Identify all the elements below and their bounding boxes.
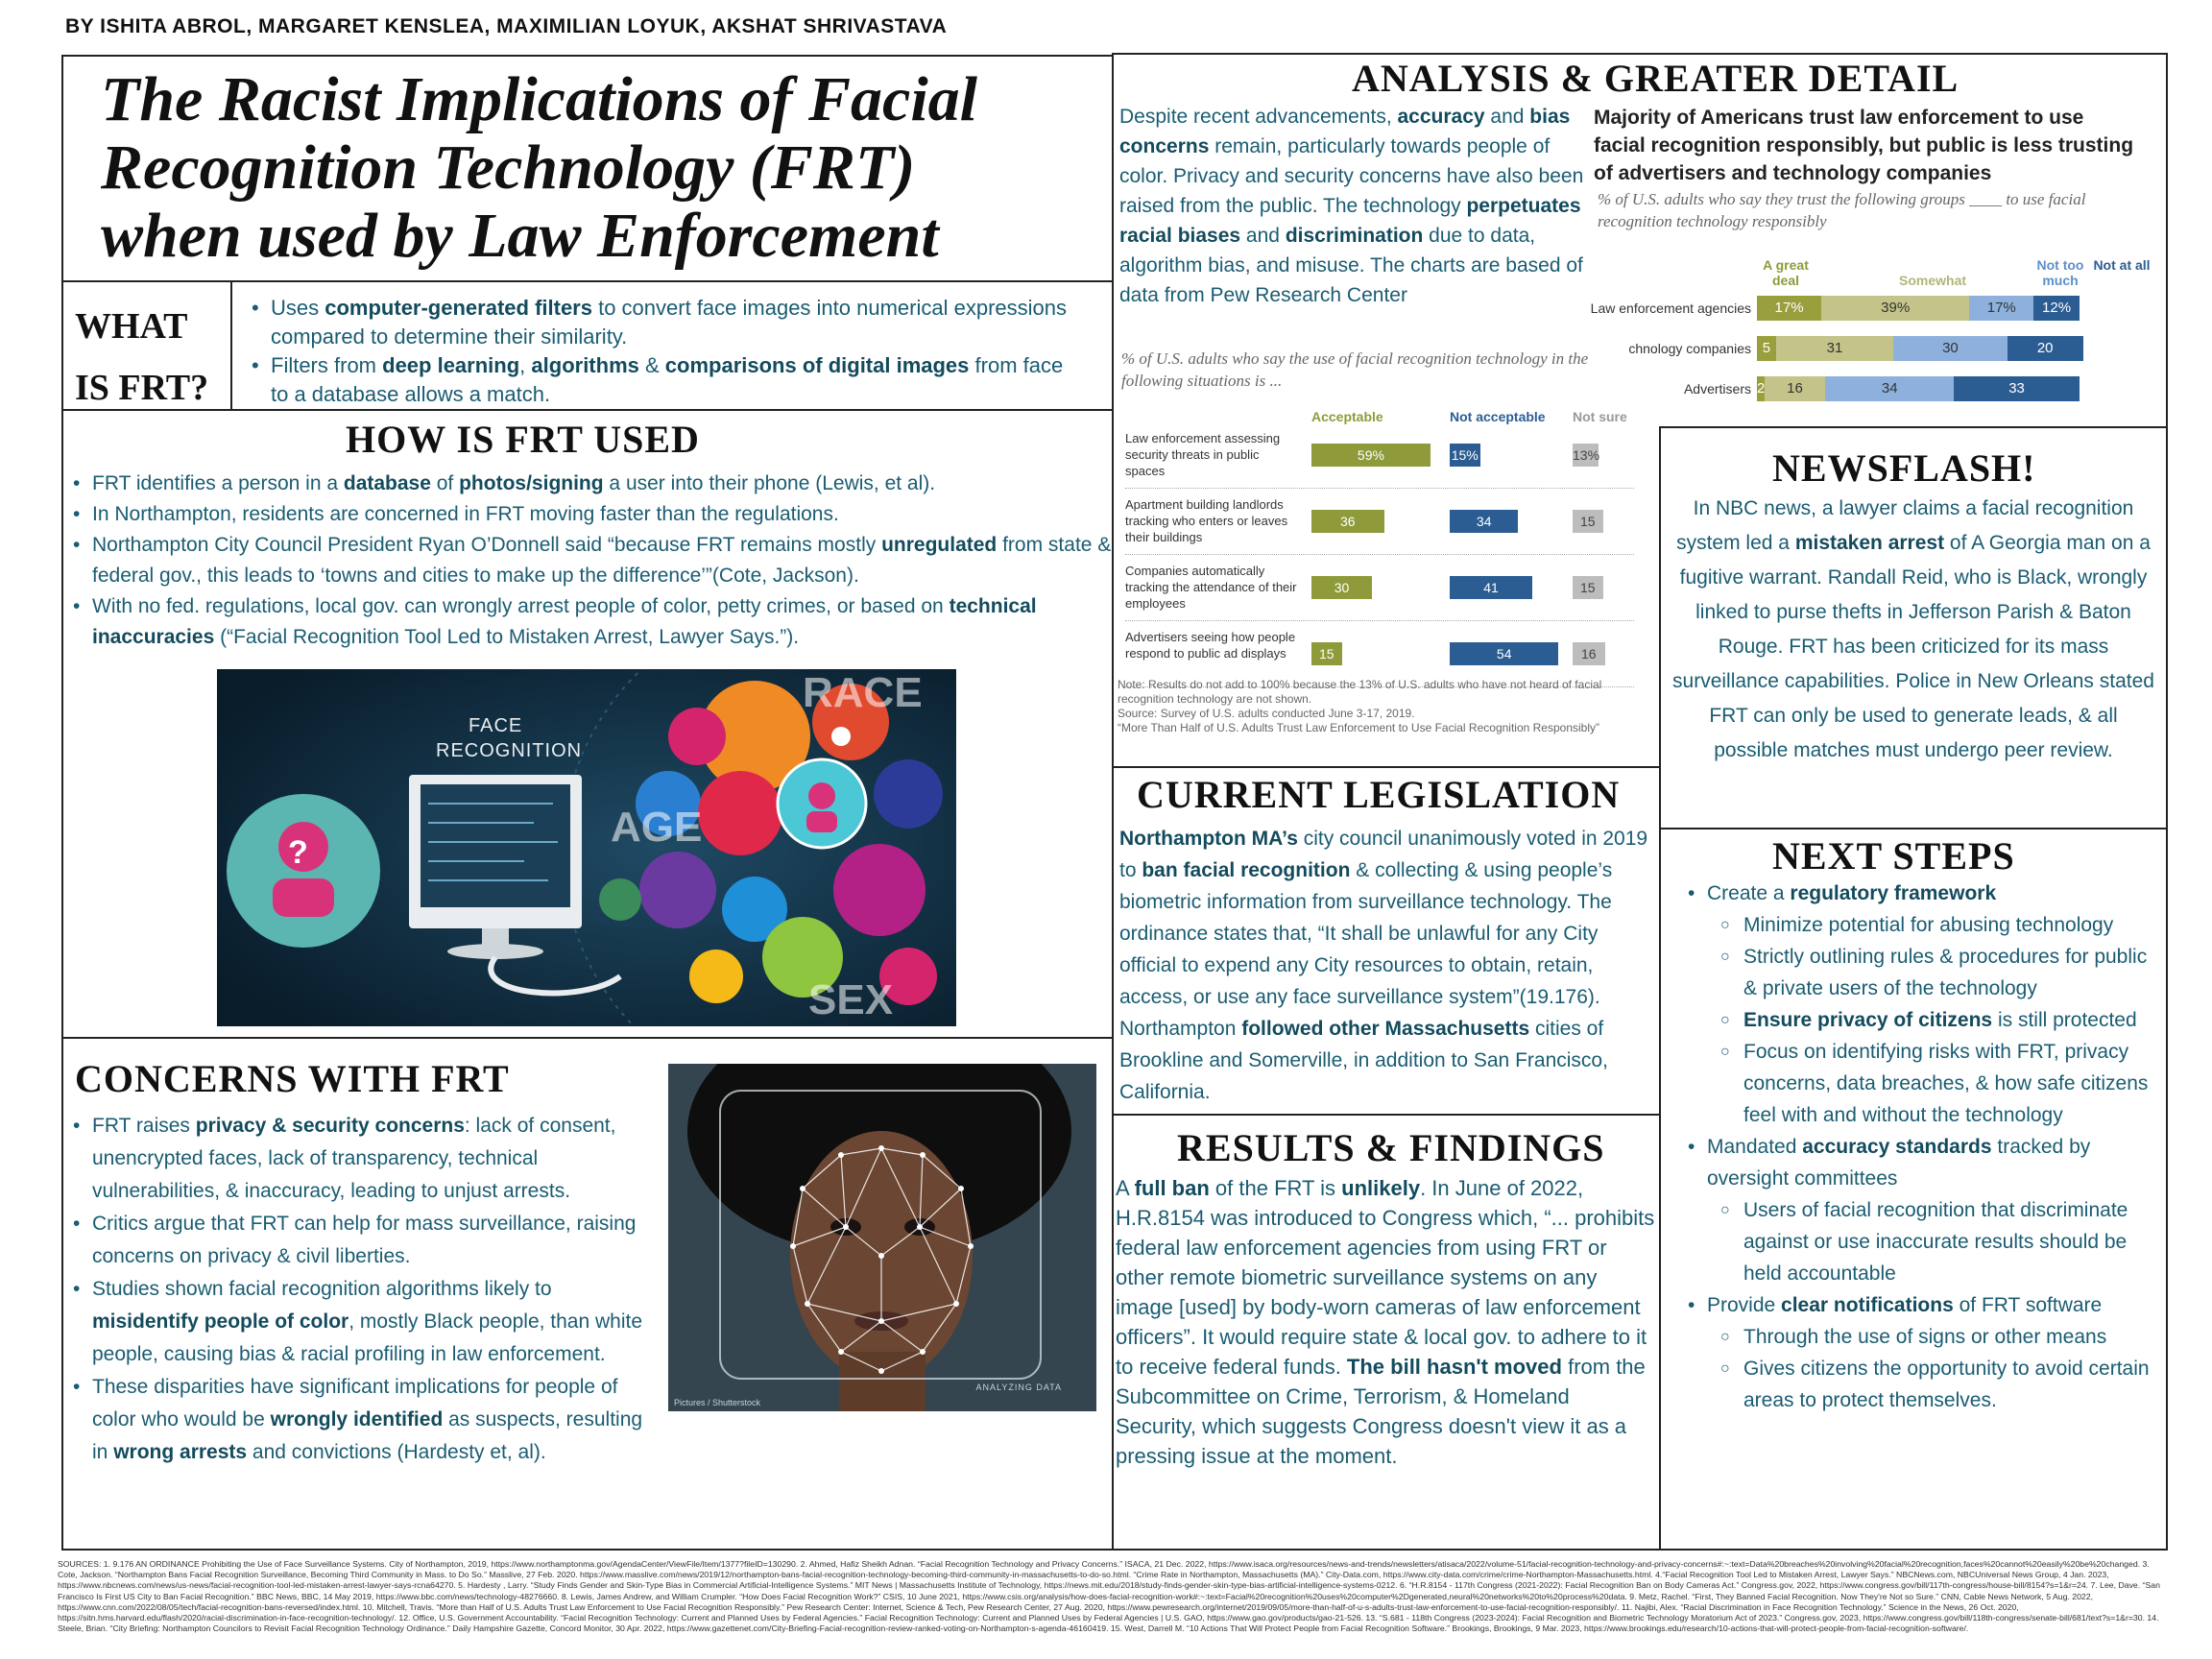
bar-acceptable: 30: [1311, 576, 1372, 599]
legend-not-sure: Not sure: [1573, 409, 1627, 424]
bar-not-at-all: 33: [1954, 376, 2079, 401]
trust-chart: [1590, 252, 2160, 415]
divider: [1659, 828, 1661, 1551]
category-label: Advertisers: [1683, 381, 1751, 397]
divider: [1659, 828, 2168, 830]
bar-not-acceptable: 41: [1450, 576, 1532, 599]
list-item: ○ Ensure privacy of citizens is still protected: [1743, 1004, 2162, 1036]
what-heading-line1: WHAT: [75, 306, 188, 347]
legend-somewhat: Somewhat: [1899, 273, 1967, 288]
list-item: • Critics argue that FRT can help for mass surveillance, raising concerns on privacy & civil liberties.: [92, 1208, 662, 1273]
list-item: • Filters from deep learning, algorithms & comparisons of digital images from face to a database allows a match.: [271, 351, 1071, 409]
category-label: Law enforcement agencies: [1590, 301, 1751, 316]
list-item: ○ Gives citizens the opportunity to avoid certain areas to protect themselves.: [1743, 1353, 2162, 1416]
divider: [1659, 426, 2168, 428]
photo-credit: Pictures / Shutterstock: [674, 1398, 761, 1407]
bar-not-sure: 16: [1573, 642, 1605, 665]
sources: SOURCES: 1. 9.176 AN ORDINANCE Prohibiting the Use of Face Surveillance Systems. City of Northampton, 2019, https://www.northamptonma.gov/AgendaCenter/ViewFile/Item/1377?fileID=130290. 2. Ahmed, Hafiz Sheikh Adnan. “Facial Recognition Technology and Privacy Concerns.” ISACA, 21 Dec. 2022, https://www.isaca.org/resources/news-and-trends/newsletters/atisaca/2022/volume-51/facial-recognition-technology-and-privacy-concerns#:~:text=Data%20breaches%20involving%20facial%20recognition,faces%20cannot%20easily%20be%20changed. 3. Cote, Jackson. “Northampton Bans Facial Recognition Surveillance, Becoming Third Community in Mass. to Do So.” Masslive, 27 Feb. 2020. https://www.masslive.com/news/2019/12/northampton-bans-facial-recognition-technology-becoming-third-community-in-massachusetts-to-do-so.html. “Crime Rate in Northampton, Massachusetts (MA).” City-Data.com, https://www.city-data.com/crime/crime-Northampton-Massachusetts.html. 4.“Facial Recognition Tool Led to Mistaken Arrest, Lawyer Says.” NBCNews.com, NBCUniversal News Group, 4 Jan. 2023, https://www.nbcnews.com/news/us-news/facial-recognition-tool-led-mistaken-arrest-lawyer-says-rcna64270. 5. Hardesty , Larry. “Study Finds Gender and Skin-Type Bias in Commercial Artificial-Intelligence Systems.” MIT News | Massachusetts Institute of Technology, https://news.mit.edu/2018/study-finds-gender-skin-type-bias-artificial-intelligence-systems-0212. 6. “H.R.8154 - 117th Congress (2021-2022): Facial Recognition Ban on Body Cameras Act.” Congress.gov, 2022, https://www.congress.gov/bill/117th-congress/house-bill/8154?s=1&r=24. 7. Lee, Dave. “San Francisco Is First US City to Ban Facial Recognition.” BBC News, BBC, 14 May 2019, https://www.bbc.com/news/technology-48276660. 8. Lewis, James Andrew, and William Crumpler. “How Does Facial Recognition Work?” CSIS, 10 June 2021, https://www.csis.org/analysis/how-does-facial-recognition-work#:~:text=Facial%20recognition%20uses%20computer%2Dgenerated,neural%20networks%20to%20process%20data. 9. Metz, Rachel. “First, They Banned Facial Recognition. Now They're Not so Sure.” CNN, Cable News Network, 5 Aug. 2022, https://www.cnn.com/2022/08/05/tech/facial-recognition-bans-reversed/index.html. 10. Mitchell, Travis. “More than Half of U.S. Adults Trust Law Enforcement to Use Facial Recognition Responsibly.” Pew Research Center: Internet, Science & Tech, Pew Research Center, 27 Aug. 2020, https://www.pewresearch.org/internet/2019/09/05/more-than-half-of-u-s-adults-trust-law-enforcement-to-use-facial-recognition-responsibly/. 11. Najibi, Alex. “Racial Discrimination in Face Recognition Technology.” Science in the News, 26 Oct. 2020, https://sitn.hms.harvard.edu/flash/2020/racial-discrimination-in-face-recognition-technology/. 12. Office, U.S. Government Accountability. “Facial Recognition Technology: Current and Planned Uses by Federal Agencies.” Facial Recognition Technology: Current and Planned Uses by Federal Agencies | U.S. GAO, https://www.gao.gov/products/gao-21-526. 13. “S.681 - 118th Congress (2023-2024): Facial Recognition and Biometric Technology Moratorium Act of 2023.” Congress.gov, 2023, https://www.congress.gov/bill/118th-congress/senate-bill/681/text?s=1&r=30. 14. Steele, Brian. “City Briefing: Northampton Councilors to Revisit Facial Recognition Technology Ordinance.” Daily Hampshire Gazette, Concord Monitor, 30 Apr. 2022, https://www.gazettenet.com/City-Briefing-Facial-recognition-review-ranked-voting-on-Northampton-s-agenda-46160419. 15. West, Darrell M. “10 Actions That Will Protect People from Facial Recognition Software.” Brookings, Brookings, 9 Mar. 2023, https://www.brookings.edu/research/10-actions-that-will-protect-people-from-facial-recognition-software/.: [58, 1559, 2160, 1634]
list-item: • Northampton City Council President Ryan O’Donnell said “because FRT remains mostly unregulated from state & federal gov., this leads to ‘towns and cities to make up the difference’”(Cote, Jackson).: [92, 530, 1114, 591]
bar-acceptable: 59%: [1311, 444, 1431, 467]
illustration-graphic: [217, 669, 956, 1026]
trust-chart-title: Majority of Americans trust law enforcement to use facial recognition responsibly, but public is less trusting of advertisers and technology companies: [1594, 107, 2134, 184]
legend-great-deal: A great deal: [1763, 257, 1809, 288]
bar-not-sure: 15: [1573, 510, 1603, 533]
bar-not-sure: 15: [1573, 576, 1603, 599]
face-mesh-photo: [668, 1064, 1096, 1411]
age-label: AGE: [611, 804, 703, 851]
list-item: ○ Focus on identifying risks with FRT, privacy concerns, data breaches, & how safe citizens feel with and without the technology: [1743, 1036, 2162, 1131]
list-item: ○ Through the use of signs or other means: [1743, 1321, 2162, 1353]
next-steps-heading: NEXT STEPS: [1772, 834, 2015, 878]
list-item: ○ Strictly outlining rules & procedures for public & private users of the technology: [1743, 941, 2162, 1004]
title-line-1: The Racist Implications of Facial: [101, 64, 978, 134]
bar-not-at-all: 12%: [2033, 296, 2079, 321]
how-used-heading: HOW IS FRT USED: [346, 418, 700, 461]
list-item: • FRT identifies a person in a database of photos/signing a user into their phone (Lewis, et al).: [92, 469, 1114, 499]
acceptability-chart: [1119, 407, 1638, 661]
trust-chart-subtitle: % of U.S. adults who say they trust the following groups ____ to use facial recognition technology responsibly: [1598, 190, 2086, 230]
bar-not-acceptable: 15%: [1450, 444, 1480, 467]
title-line-2: Recognition Technology (FRT): [101, 132, 916, 203]
divider: [61, 409, 1114, 411]
analysis-heading: ANALYSIS & GREATER DETAIL: [1352, 57, 1960, 100]
bar-somewhat: 16: [1765, 376, 1825, 401]
photo-tag: ANALYZING DATA: [975, 1382, 1062, 1392]
row-separator: [1125, 488, 1634, 489]
list-item: ○ Minimize potential for abusing technology: [1743, 909, 2162, 941]
authors: BY ISHITA ABROL, MARGARET KENSLEA, MAXIMILIAN LOYUK, AKSHAT SHRIVASTAVA: [65, 15, 948, 37]
divider: [1659, 426, 1661, 830]
list-item: • FRT raises privacy & security concerns: lack of consent, unencrypted faces, lack of transparency, technical vulnerabilities, & inaccuracy, leading to unjust arrests.: [92, 1110, 662, 1208]
bar-acceptable: 15: [1311, 642, 1342, 665]
bar-not-at-all: 20: [2008, 336, 2083, 361]
divider: [61, 1037, 1114, 1039]
results-heading: RESULTS & FINDINGS: [1177, 1126, 1605, 1169]
legislation-body: Northampton MA’s city council unanimously voted in 2019 to ban facial recognition & collecting & using people’s biometric information from surveillance technology. The ordinance states that, “It shall be unlawful for any City official to expend any City resources to obtain, retain, access, or use any face surveillance system”(19.176). Northampton followed other Massachusetts cities of Brookline and Somerville, in addition to San Francisco, California.: [1119, 828, 1648, 1103]
bar-somewhat: 31: [1776, 336, 1893, 361]
what-heading-line2: IS FRT?: [75, 368, 209, 408]
what-is-frt-body: [246, 294, 1071, 409]
list-item: • Create a regulatory framework ○ Minimize potential for abusing technology ○ Strictly outlining rules & procedures for public & private users of the technology ○ Ensure privacy of citizens is still protected ○ Focus on identifying risks with FRT, privacy concerns, data breaches, & how safe citizens feel with and without the technology: [1707, 878, 2162, 1131]
acceptability-chart-title: % of U.S. adults who say the use of facial recognition technology in the following situations is ...: [1121, 349, 1589, 390]
concerns-heading: CONCERNS WITH FRT: [75, 1057, 510, 1100]
list-item: • Mandated accuracy standards tracked by oversight committees ○ Users of facial recognition that discriminate against or use inaccurate results should be held accountable: [1707, 1131, 2162, 1289]
legend-not-too-much: Not too much: [2036, 257, 2084, 288]
list-item: • With no fed. regulations, local gov. can wrongly arrest people of color, petty crimes, or based on technical inaccuracies (“Facial Recognition Tool Led to Mistaken Arrest, Lawyer Says.”).: [92, 591, 1114, 653]
what-is-frt-heading: [75, 296, 208, 419]
row-separator: [1125, 620, 1634, 621]
question-mark: ?: [288, 834, 308, 871]
analysis-body: Despite recent advancements, accuracy and bias concerns remain, particularly towards people of color. Privacy and security concerns have also been raised from the public. The technology perpetuates racial biases and discrimination due to data, algorithm bias, and misuse. The charts are based of data from Pew Research Center: [1119, 106, 1584, 306]
row-separator: [1125, 554, 1634, 555]
list-item: • In Northampton, residents are concerned in FRT moving faster than the regulations.: [92, 499, 1114, 530]
legend-acceptable: Acceptable: [1311, 409, 1383, 424]
list-item: • These disparities have significant implications for people of color who would be wrongly identified as suspects, resulting in wrong arrests and convictions (Hardesty et, al).: [92, 1371, 662, 1469]
chart-note: Note: Results do not add to 100% because the 13% of U.S. adults who have not heard of facial recognition technology are not shown. Source: Survey of U.S. adults conducted June 3-17, 2019. “More Than Half of U.S. Adults Trust Law Enforcement to Use Facial Recognition Responsibly”: [1118, 678, 1602, 734]
category-label: chnology companies: [1628, 341, 1751, 356]
category-label: Law enforcement assessing security threats in public spaces: [1125, 431, 1281, 478]
list-item: ○ Users of facial recognition that discriminate against or use inaccurate results should be held accountable: [1743, 1194, 2162, 1289]
bar-not-too-much: 30: [1893, 336, 2008, 361]
bar-not-too-much: 17%: [1969, 296, 2033, 321]
bar-acceptable: 36: [1311, 510, 1384, 533]
legend-not-acceptable: Not acceptable: [1450, 409, 1546, 424]
next-steps-body: [1682, 878, 2162, 1416]
category-label: Companies automatically tracking the attendance of their employees: [1125, 564, 1297, 611]
category-label: Apartment building landlords tracking who enters or leaves their buildings: [1125, 497, 1288, 544]
bar-not-acceptable: 34: [1450, 510, 1518, 533]
face-label-line1: FACE: [469, 715, 523, 736]
list-item: • Provide clear notifications of FRT software ○ Through the use of signs or other means ○ Gives citizens the opportunity to avoid certain areas to protect themselves.: [1707, 1289, 2162, 1416]
legend-not-at-all: Not at all: [2093, 257, 2151, 273]
race-label: RACE: [803, 669, 923, 716]
bar-not-acceptable: 54: [1450, 642, 1558, 665]
legislation-heading: CURRENT LEGISLATION: [1137, 773, 1621, 816]
list-item: • Studies shown facial recognition algorithms likely to misidentify people of color, mostly Black people, than white people, causing bias & racial profiling in law enforcement.: [92, 1273, 662, 1371]
how-used-body: [67, 469, 1114, 653]
poster-title: [101, 65, 977, 270]
bar-a-great-deal: 5: [1757, 336, 1776, 361]
divider: [1112, 766, 1661, 768]
newsflash-body: In NBC news, a lawyer claims a facial recognition system led a mistaken arrest of A Georgia man on a fugitive warrant. Randall Reid, who is Black, wrongly linked to purse thefts in Jefferson Parish & Baton Rouge. FRT has been criticized for its mass surveillance capabilities. Police in New Orleans stated FRT can only be used to generate leads, & all possible matches must undergo peer review.: [1672, 497, 2154, 761]
face-recognition-illustration: [217, 669, 956, 1026]
newsflash-heading: NEWSFLASH!: [1772, 446, 2036, 490]
results-body: A full ban of the FRT is unlikely. In June of 2022, H.R.8154 was introduced to Congress which, “... prohibits federal law enforcement agencies from using FRT or other remote biometric surveillance systems on any image [used] by body-worn cameras of law enforcement officers”. It would require state & local gov. to adhere to it to receive federal funds. The bill hasn't moved from the Subcommittee on Crime, Terrorism, & Homeland Security, which suggests Congress doesn't view it as a pressing issue at the moment.: [1116, 1176, 1655, 1468]
list-item: • Uses computer-generated filters to convert face images into numerical expressions compared to determine their similarity.: [271, 294, 1071, 351]
bar-not-sure: 13%: [1573, 444, 1599, 467]
divider: [61, 280, 1114, 282]
concerns-body: [67, 1110, 662, 1469]
bar-a-great-deal: 17%: [1757, 296, 1821, 321]
category-label: Advertisers seeing how people respond to public ad displays: [1125, 630, 1296, 661]
sex-label: SEX: [808, 976, 894, 1023]
bar-somewhat: 39%: [1821, 296, 1969, 321]
divider: [230, 280, 232, 409]
divider: [1112, 1114, 1661, 1116]
face-label-line2: RECOGNITION: [436, 740, 583, 761]
title-line-3: when used by Law Enforcement: [101, 201, 939, 271]
bar-a-great-deal: 2: [1757, 376, 1765, 401]
bar-not-too-much: 34: [1825, 376, 1954, 401]
